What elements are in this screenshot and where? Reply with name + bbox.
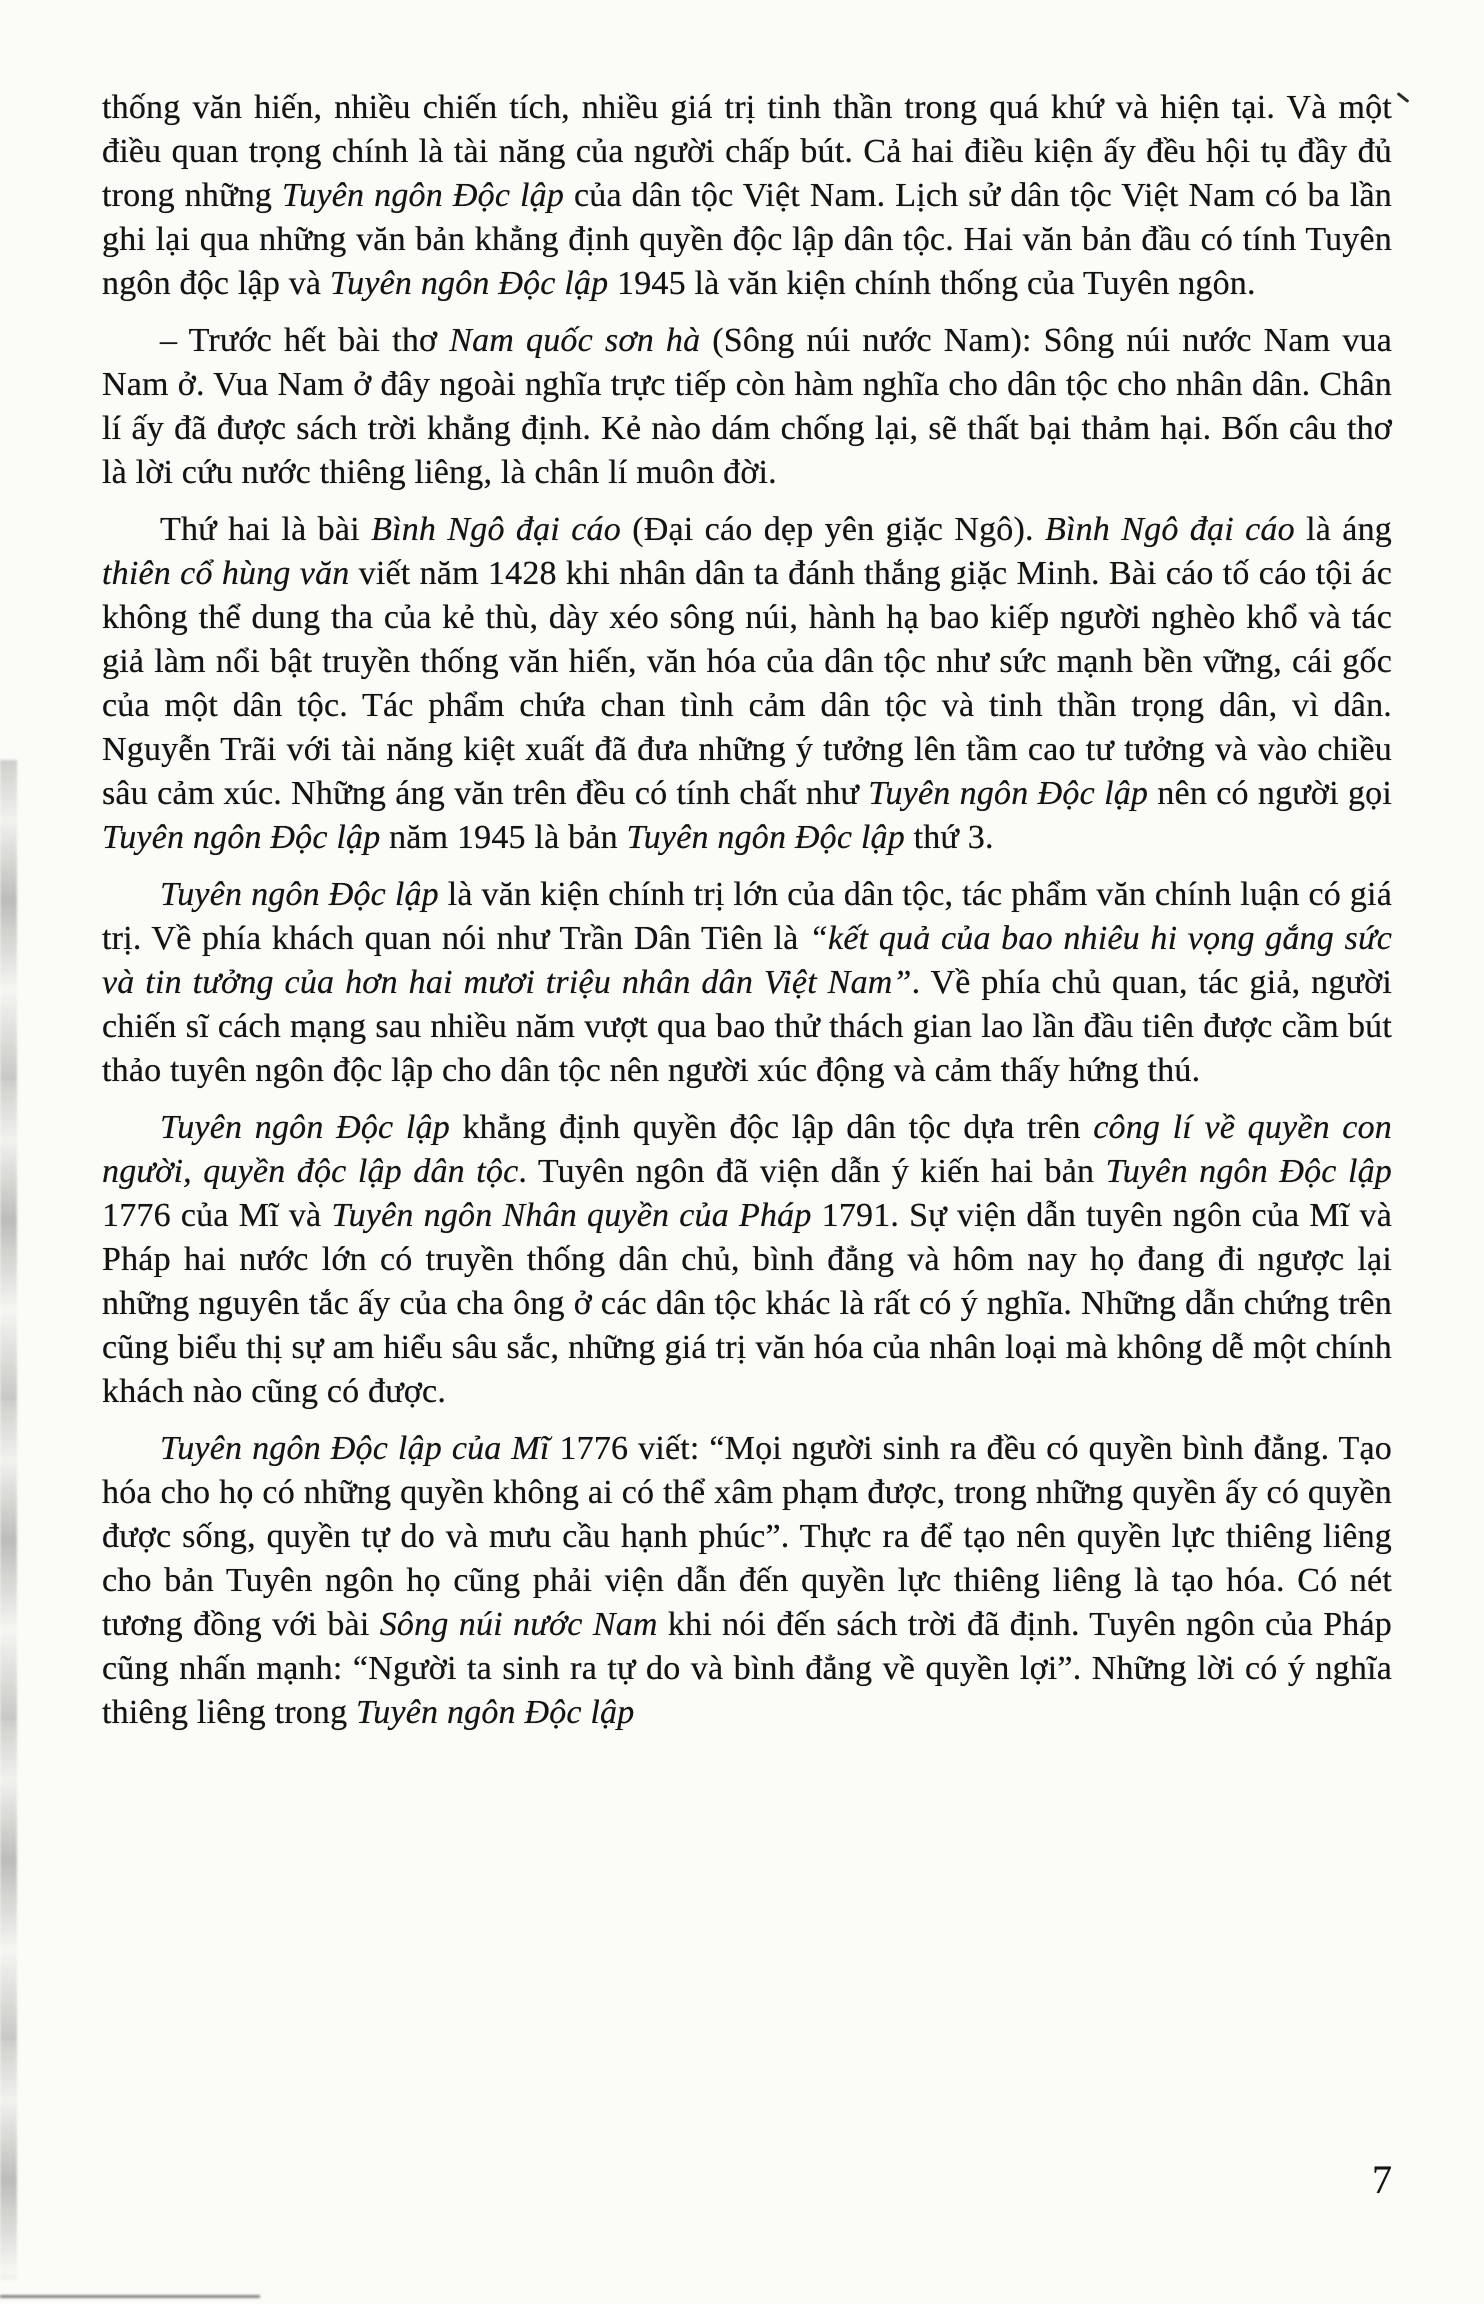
text-run: của dân tộc Việt Nam. Lịch sử dân tộc Việt Nam có ba lần ghi lại qua những văn bản khẳng định quyền độc lập dân tộc. Hai văn bản đầu có tính Tuyên ngôn độc lập và (102, 177, 1393, 302)
text-run: – Trước hết bài thơ (160, 322, 450, 359)
text-run: . Về phía chủ quan, tác giả, người chiến sĩ cách mạng sau nhiều năm vượt qua bao thử thách gian lao lần đầu tiên được cầm bút thảo tuyên ngôn độc lập cho dân tộc nên người xúc động và cảm thấy hứng thú. (102, 964, 1393, 1089)
italic-run: Tuyên ngôn Độc lập (282, 177, 565, 214)
italic-run: Tuyên ngôn Độc lập (626, 819, 905, 856)
italic-run: “kết quả của bao nhiêu hi vọng gắng sức và tin tưởng của hơn hai mươi triệu nhân dân Việt Nam” (102, 920, 1392, 1001)
paragraph (102, 1427, 1392, 1735)
italic-run: Tuyên ngôn Độc lập (868, 775, 1149, 812)
text-run: (Sông núi nước Nam): Sông núi nước Nam vua Nam ở. Vua Nam ở đây ngoài nghĩa trực tiếp còn hàm nghĩa cho dân tộc cho nhân dân. Chân lí ấy đã được sách trời khẳng định. Kẻ nào dám chống lại, sẽ thất bại thảm hại. Bốn câu thơ là lời cứu nước thiêng liêng, là chân lí muôn đời. (102, 322, 1393, 491)
text-run: là văn kiện chính trị lớn của dân tộc, tác phẩm văn chính luận có giá trị. Về phía khách quan nói như Trần Dân Tiên là (102, 876, 1392, 957)
text-run: . Tuyên ngôn đã viện dẫn ý kiến hai bản (518, 1153, 1106, 1190)
italic-run: thiên cổ hùng văn (102, 555, 350, 592)
text-run: thứ 3. (904, 819, 994, 856)
paragraph (102, 86, 1392, 306)
text-run: Thứ hai là bài (160, 511, 372, 548)
scan-bottom-shadow (0, 2295, 260, 2298)
italic-run: Tuyên ngôn Độc lập (356, 1694, 635, 1731)
italic-run: Bình Ngô đại cáo (371, 511, 621, 548)
italic-run: Tuyên ngôn Nhân quyền của Pháp (331, 1197, 812, 1234)
italic-run: Nam quốc sơn hà (449, 322, 701, 359)
italic-run: công lí về quyền con người, quyền độc lập dân tộc (102, 1109, 1393, 1190)
text-run: (Đại cáo dẹp yên giặc Ngô). (620, 511, 1045, 548)
text-run: 1776 viết: “Mọi người sinh ra đều có quyền bình đẳng. Tạo hóa cho họ có những quyền không ai có thể xâm phạm được, trong những quyền ấy có quyền được sống, quyền tự do và mưu cầu hạnh phúc”. Thực ra để tạo nên quyền lực thiêng liêng cho bản Tuyên ngôn họ cũng phải viện dẫn đến quyền lực thiêng liêng là tạo hóa. Có nét tương đồng với bài (102, 1430, 1392, 1643)
text-run: 1791. Sự viện dẫn tuyên ngôn của Mĩ và Pháp hai nước lớn có truyền thống dân chủ, bình đẳng và hôm nay họ đang đi ngược lại những nguyên tắc ấy của cha ông ở các dân tộc khác là rất có ý nghĩa. Những dẫn chứng trên cũng biểu thị sự am hiểu sâu sắc, những giá trị văn hóa của nhân loại mà không dễ một chính khách nào cũng có được. (102, 1197, 1393, 1410)
scan-binding-artifact (0, 760, 17, 2280)
text-run: năm 1945 là bản (380, 819, 627, 856)
italic-run: Tuyên ngôn Độc lập (160, 876, 439, 913)
text-run: nên có người gọi (1148, 775, 1393, 812)
paragraph (102, 1106, 1392, 1414)
text-block (102, 86, 1392, 1748)
italic-run: Tuyên ngôn Độc lập (160, 1109, 450, 1146)
paragraph (102, 508, 1392, 860)
text-run: là áng (1294, 511, 1392, 548)
text-run: khi nói đến sách trời đã định. Tuyên ngôn của Pháp cũng nhấn mạnh: “Người ta sinh ra tự do và bình đẳng về quyền lợi”. Những lời có ý nghĩa thiêng liêng trong (102, 1606, 1392, 1731)
text-run: 1945 là văn kiện chính thống của Tuyên ngôn. (608, 265, 1256, 302)
italic-run: Sông núi nước Nam (379, 1606, 658, 1643)
paragraph (102, 319, 1392, 495)
text-run: thống văn hiến, nhiều chiến tích, nhiều giá trị tinh thần trong quá khứ và hiện tại. Và một điều quan trọng chính là tài năng của người chấp bút. Cả hai điều kiện ấy đều hội tụ đầy đủ trong những (102, 89, 1392, 214)
italic-run: Bình Ngô đại cáo (1044, 511, 1295, 548)
stray-ink-mark (1397, 92, 1410, 103)
italic-run: Tuyên ngôn Độc lập (1105, 1153, 1392, 1190)
italic-run: Tuyên ngôn Độc lập của Mĩ (160, 1430, 550, 1467)
page-number: 7 (1372, 2157, 1392, 2202)
text-run: viết năm 1428 khi nhân dân ta đánh thắng giặc Minh. Bài cáo tố cáo tội ác không thể dung tha của kẻ thù, dày xéo sông núi, hành hạ bao kiếp người nghèo khổ và tác giả làm nổi bật truyền thống văn hiến, văn hóa của dân tộc như sức mạnh bền vững, cái gốc của một dân tộc. Tác phẩm chứa chan tình cảm dân tộc và tinh thần trọng dân, vì dân. Nguyễn Trãi với tài năng kiệt xuất đã đưa những ý tưởng lên tầm cao tư tưởng và vào chiều sâu cảm xúc. Những áng văn trên đều có tính chất như (102, 555, 1392, 812)
text-run: 1776 của Mĩ và (102, 1197, 332, 1234)
italic-run: Tuyên ngôn Độc lập (329, 265, 609, 302)
text-run: khẳng định quyền độc lập dân tộc dựa trên (449, 1109, 1094, 1146)
paragraph (102, 873, 1392, 1093)
italic-run: Tuyên ngôn Độc lập (102, 819, 381, 856)
